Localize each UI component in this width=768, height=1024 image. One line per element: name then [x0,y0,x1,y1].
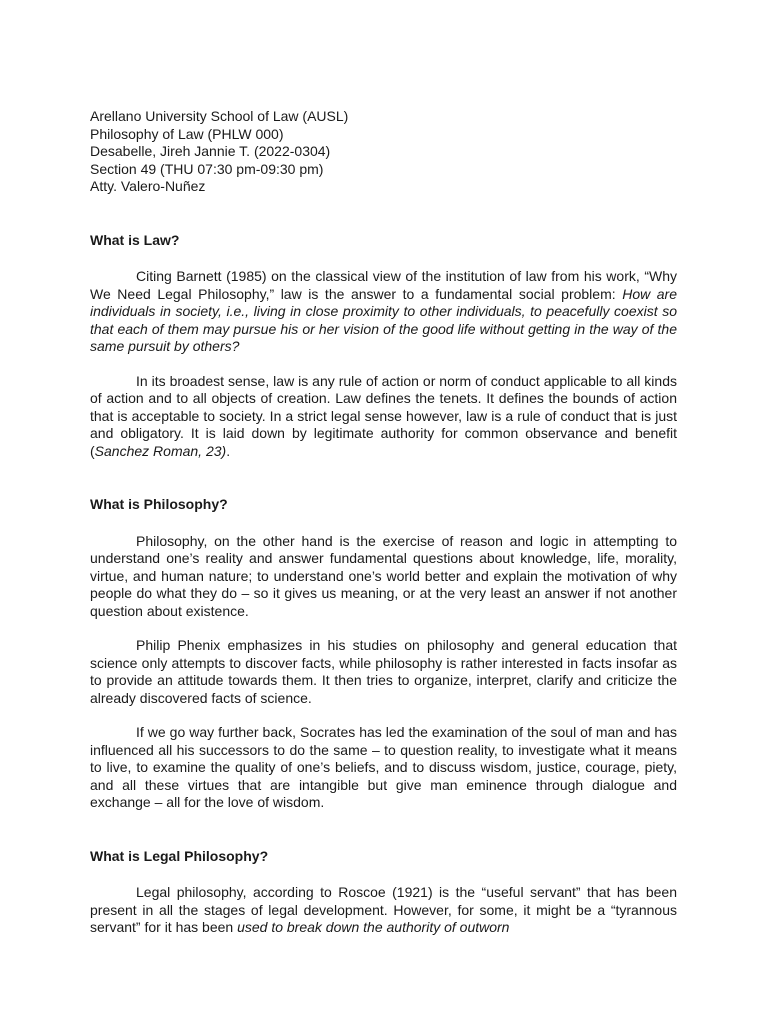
course-name: Philosophy of Law (PHLW 000) [90,125,284,142]
section-heading: What is Legal Philosophy? [90,847,269,864]
citation-italic-text: Sanchez Roman, 23) [94,442,227,459]
paragraph-text: Citing Barnett (1985) on the classical view of the institution of law from his work, “Why We Need Legal Philosophy,” law is the answer to a fundamental social problem: [90,268,677,302]
document-header [90,108,677,196]
class-section: Section 49 (THU 07:30 pm-09:30 pm) [90,160,324,177]
section-what-is-legal-philosophy [90,848,677,937]
paragraph [90,373,677,461]
paragraph-text: In its broadest sense, law is any rule of action or norm of conduct applicable to all kinds of action and to all objects of creation. Law defines the tenets. It defines the bounds of action that is acceptable to society. In a strict legal sense however, law is a rule of conduct that is just and obligatory. It is laid down by legitimate authority for common observance and benefit ( [90,372,677,459]
paragraph [90,268,677,356]
section-heading: What is Law? [90,231,180,248]
paragraph-text-end: . [226,442,231,459]
section-what-is-philosophy [90,496,677,812]
paragraph: Philip Phenix emphasizes in his studies on philosophy and general education that science only attempts to discover facts, while philosophy is rather interested in facts insofar as to provide an attitude towards them. It then tries to organize, interpret, clarify and criticize the already discovered facts of science. [90,637,677,706]
paragraph-text: Legal philosophy, according to Roscoe (1921) is the “useful servant” that has been present in all the stages of legal development. However, for some, it might be a “tyrannous servant” for it has been [90,884,677,935]
instructor-name: Atty. Valero-Nuñez [90,178,206,194]
student-name: Desabelle, Jireh Jannie T. (2022-0304) [90,143,331,159]
section-what-is-law [90,232,677,461]
paragraph-italic-text: How are individuals in society, i.e., living in close proximity to other individuals, to peacefully coexist so that each of them may pursue his or her vision of the good life without getting in the way of the same pursuit by others? [90,285,678,354]
school-name: Arellano University School of Law (AUSL) [90,108,349,124]
document-page [90,108,677,937]
paragraph: If we go way further back, Socrates has led the examination of the soul of man and has influenced all his successors to do the same – to question reality, to investigate what it means to live, to examine the quality of one’s beliefs, and to discuss wisdom, justice, courage, piety, and all these virtues that are intangible but give man eminence through dialogue and exchange – all for the love of wisdom. [90,724,677,810]
paragraph-italic-text: used to break down the authority of outworn [237,919,510,935]
paragraph [90,884,677,937]
section-heading: What is Philosophy? [90,496,228,512]
paragraph: Philosophy, on the other hand is the exercise of reason and logic in attempting to understand one’s reality and answer fundamental questions about knowledge, life, morality, virtue, and human nature; to understand one’s world better and explain the motivation of why people do what they do – so it gives us meaning, or at the very least an answer if not another question about existence. [90,532,677,619]
